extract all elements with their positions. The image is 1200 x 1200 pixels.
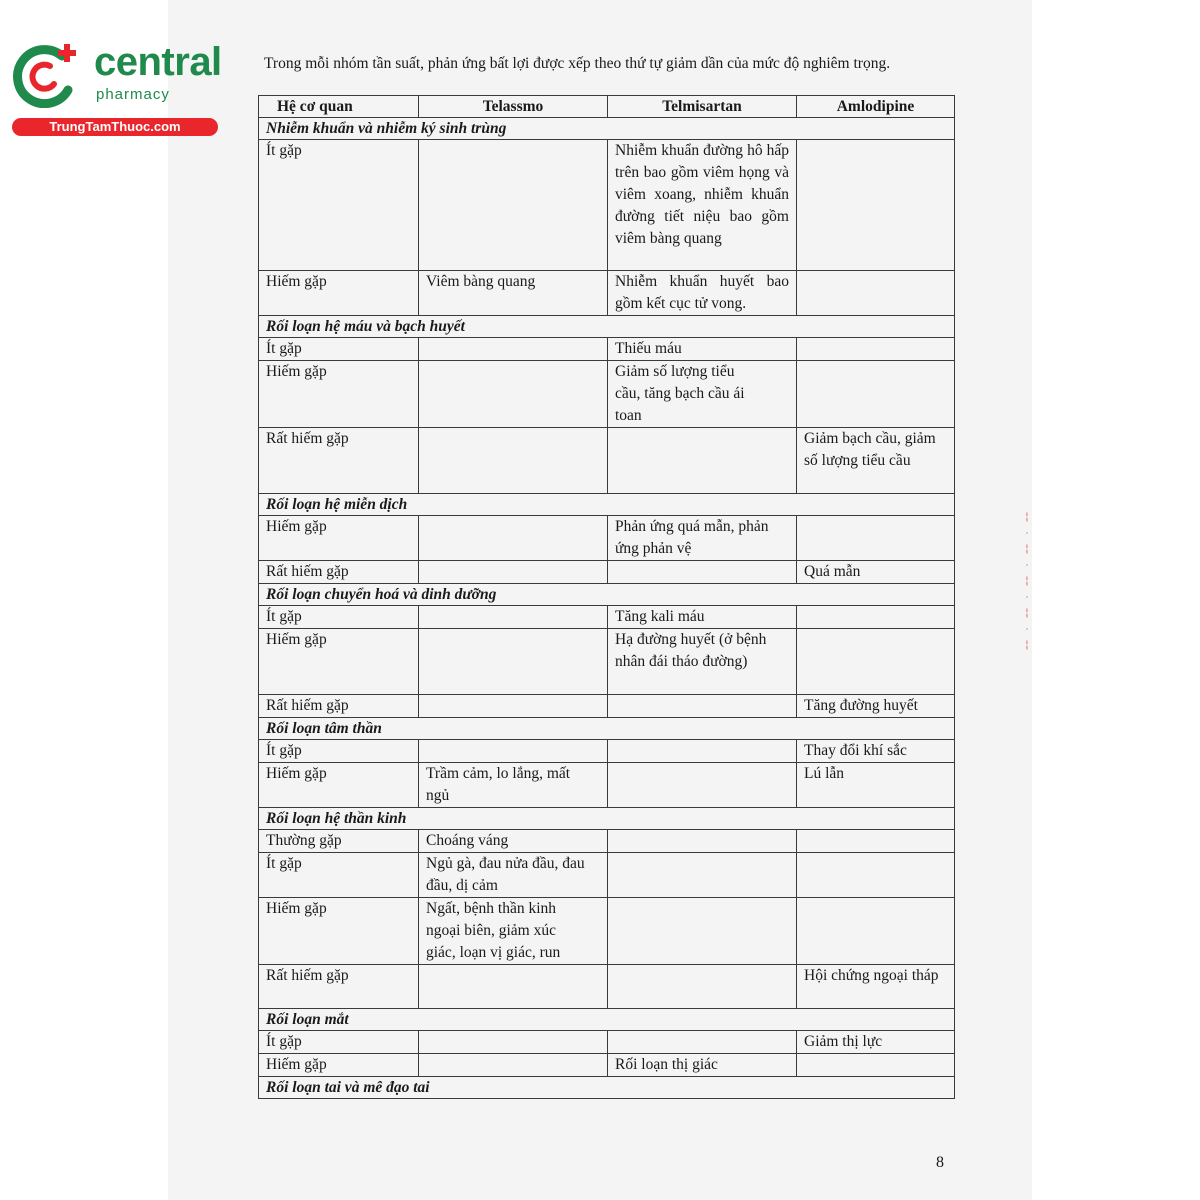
- table-row: [259, 428, 955, 494]
- amlodipine-cell: [797, 271, 955, 316]
- amlodipine-cell: [797, 606, 955, 629]
- telmisartan-cell: [608, 965, 797, 1009]
- table-row: [259, 1054, 955, 1077]
- telassmo-cell: [419, 606, 608, 629]
- amlodipine-cell: Thay đổi khí sắc: [797, 740, 955, 763]
- telassmo-cell: Choáng váng: [419, 830, 608, 853]
- group-row: [259, 494, 955, 516]
- frequency-cell: Rất hiếm gặp: [259, 695, 419, 718]
- group-title: Rối loạn tai và mê đạo tai: [259, 1077, 955, 1099]
- telmisartan-cell: Thiếu máu: [608, 338, 797, 361]
- frequency-cell: Rất hiếm gặp: [259, 428, 419, 494]
- intro-paragraph: Trong mỗi nhóm tần suất, phản ứng bất lợi được xếp theo thứ tự giảm dần của mức độ nghiêm trọng.: [264, 55, 891, 72]
- frequency-cell: Hiếm gặp: [259, 898, 419, 965]
- telmisartan-cell: [608, 830, 797, 853]
- telmisartan-cell: [608, 1031, 797, 1054]
- table-row: [259, 361, 955, 428]
- group-row: [259, 808, 955, 830]
- pharmacy-c-cross-icon: [10, 38, 82, 108]
- amlodipine-cell: [797, 1054, 955, 1077]
- telmisartan-cell: [608, 853, 797, 898]
- telassmo-cell: [419, 338, 608, 361]
- telmisartan-cell: [608, 898, 797, 965]
- group-title: Rối loạn hệ miễn dịch: [259, 494, 955, 516]
- telmisartan-cell: [608, 561, 797, 584]
- table-row: [259, 965, 955, 1009]
- telassmo-cell: [419, 140, 608, 271]
- telmisartan-cell: [608, 740, 797, 763]
- table-row: [259, 516, 955, 561]
- amlodipine-cell: Giảm thị lực: [797, 1031, 955, 1054]
- adverse-reactions-table: [258, 95, 955, 1099]
- logo-website: TrungTamThuoc.com: [12, 118, 218, 136]
- header-telmisartan: Telmisartan: [608, 96, 797, 118]
- table-row: [259, 606, 955, 629]
- amlodipine-cell: [797, 140, 955, 271]
- telassmo-cell: Ngủ gà, đau nửa đầu, đau đầu, dị cảm: [419, 853, 608, 898]
- table-row: [259, 740, 955, 763]
- group-title: Rối loạn mắt: [259, 1009, 955, 1031]
- telmisartan-cell: Phản ứng quá mẫn, phản ứng phản vệ: [608, 516, 797, 561]
- telassmo-cell: [419, 428, 608, 494]
- amlodipine-cell: [797, 853, 955, 898]
- amlodipine-cell: [797, 516, 955, 561]
- telmisartan-cell: Rối loạn thị giác: [608, 1054, 797, 1077]
- frequency-cell: Ít gặp: [259, 140, 419, 271]
- frequency-cell: Ít gặp: [259, 338, 419, 361]
- table-row: [259, 629, 955, 695]
- table-row: [259, 271, 955, 316]
- group-title: Rối loạn tâm thần: [259, 718, 955, 740]
- group-row: [259, 584, 955, 606]
- group-row: [259, 1009, 955, 1031]
- amlodipine-cell: [797, 830, 955, 853]
- frequency-cell: Hiếm gặp: [259, 1054, 419, 1077]
- frequency-cell: Hiếm gặp: [259, 763, 419, 808]
- amlodipine-cell: Lú lẫn: [797, 763, 955, 808]
- amlodipine-cell: Tăng đường huyết: [797, 695, 955, 718]
- telmisartan-cell: Giảm số lượng tiểu cầu, tăng bạch cầu ái toan: [608, 361, 797, 428]
- table-row: [259, 561, 955, 584]
- telassmo-cell: Viêm bàng quang: [419, 271, 608, 316]
- frequency-cell: Rất hiếm gặp: [259, 965, 419, 1009]
- frequency-cell: Ít gặp: [259, 606, 419, 629]
- telassmo-cell: [419, 361, 608, 428]
- amlodipine-cell: [797, 898, 955, 965]
- table-row: [259, 830, 955, 853]
- frequency-cell: Hiếm gặp: [259, 361, 419, 428]
- amlodipine-cell: Quá mẫn: [797, 561, 955, 584]
- amlodipine-cell: [797, 629, 955, 695]
- telmisartan-cell: Nhiễm khuẩn huyết bao gồm kết cục tử vong.: [608, 271, 797, 316]
- amlodipine-cell: [797, 338, 955, 361]
- group-title: Rối loạn hệ máu và bạch huyết: [259, 316, 955, 338]
- group-title: Rối loạn hệ thần kinh: [259, 808, 955, 830]
- telassmo-cell: [419, 695, 608, 718]
- frequency-cell: Hiếm gặp: [259, 516, 419, 561]
- telassmo-cell: [419, 629, 608, 695]
- frequency-cell: Ít gặp: [259, 740, 419, 763]
- telassmo-cell: [419, 965, 608, 1009]
- table-row: [259, 853, 955, 898]
- header-organ-system: Hệ cơ quan: [259, 96, 419, 118]
- telmisartan-cell: [608, 763, 797, 808]
- frequency-cell: Thường gặp: [259, 830, 419, 853]
- telassmo-cell: [419, 561, 608, 584]
- amlodipine-cell: Giảm bạch cầu, giảm số lượng tiểu cầu: [797, 428, 955, 494]
- telmisartan-cell: [608, 695, 797, 718]
- telmisartan-cell: Tăng kali máu: [608, 606, 797, 629]
- amlodipine-cell: Hội chứng ngoại tháp: [797, 965, 955, 1009]
- frequency-cell: Hiếm gặp: [259, 271, 419, 316]
- group-title: Rối loạn chuyển hoá và dinh dưỡng: [259, 584, 955, 606]
- table-row: [259, 695, 955, 718]
- logo-subtitle: pharmacy: [96, 86, 170, 103]
- table-row: [259, 763, 955, 808]
- amlodipine-cell: [797, 361, 955, 428]
- table-row: [259, 140, 955, 271]
- telmisartan-cell: [608, 428, 797, 494]
- telassmo-cell: [419, 740, 608, 763]
- header-telassmo: Telassmo: [419, 96, 608, 118]
- frequency-cell: Ít gặp: [259, 853, 419, 898]
- telassmo-cell: Trầm cảm, lo lắng, mất ngủ: [419, 763, 608, 808]
- red-stamp-marks: ╎ · ╎ · ╎ · ╎ · ╎: [1024, 513, 1030, 651]
- group-title: Nhiễm khuẩn và nhiễm ký sinh trùng: [259, 118, 955, 140]
- table-header-row: [259, 96, 955, 118]
- telassmo-cell: [419, 516, 608, 561]
- telassmo-cell: [419, 1031, 608, 1054]
- logo-brand: central: [94, 40, 222, 84]
- group-row: [259, 316, 955, 338]
- group-row: [259, 1077, 955, 1099]
- telmisartan-cell: Hạ đường huyết (ở bệnh nhân đái tháo đường): [608, 629, 797, 695]
- table-row: [259, 338, 955, 361]
- frequency-cell: Ít gặp: [259, 1031, 419, 1054]
- telmisartan-cell: Nhiễm khuẩn đường hô hấp trên bao gồm viêm họng và viêm xoang, nhiễm khuẩn đường tiết niệu bao gồm viêm bàng quang: [608, 140, 797, 271]
- telassmo-cell: Ngất, bệnh thần kinh ngoại biên, giảm xúc giác, loạn vị giác, run: [419, 898, 608, 965]
- frequency-cell: Rất hiếm gặp: [259, 561, 419, 584]
- table-row: [259, 898, 955, 965]
- header-amlodipine: Amlodipine: [797, 96, 955, 118]
- central-pharmacy-logo: [8, 34, 222, 138]
- table-row: [259, 1031, 955, 1054]
- group-row: [259, 718, 955, 740]
- group-row: [259, 118, 955, 140]
- page-margin: [1032, 0, 1200, 1200]
- page-number: 8: [936, 1154, 944, 1171]
- frequency-cell: Hiếm gặp: [259, 629, 419, 695]
- telassmo-cell: [419, 1054, 608, 1077]
